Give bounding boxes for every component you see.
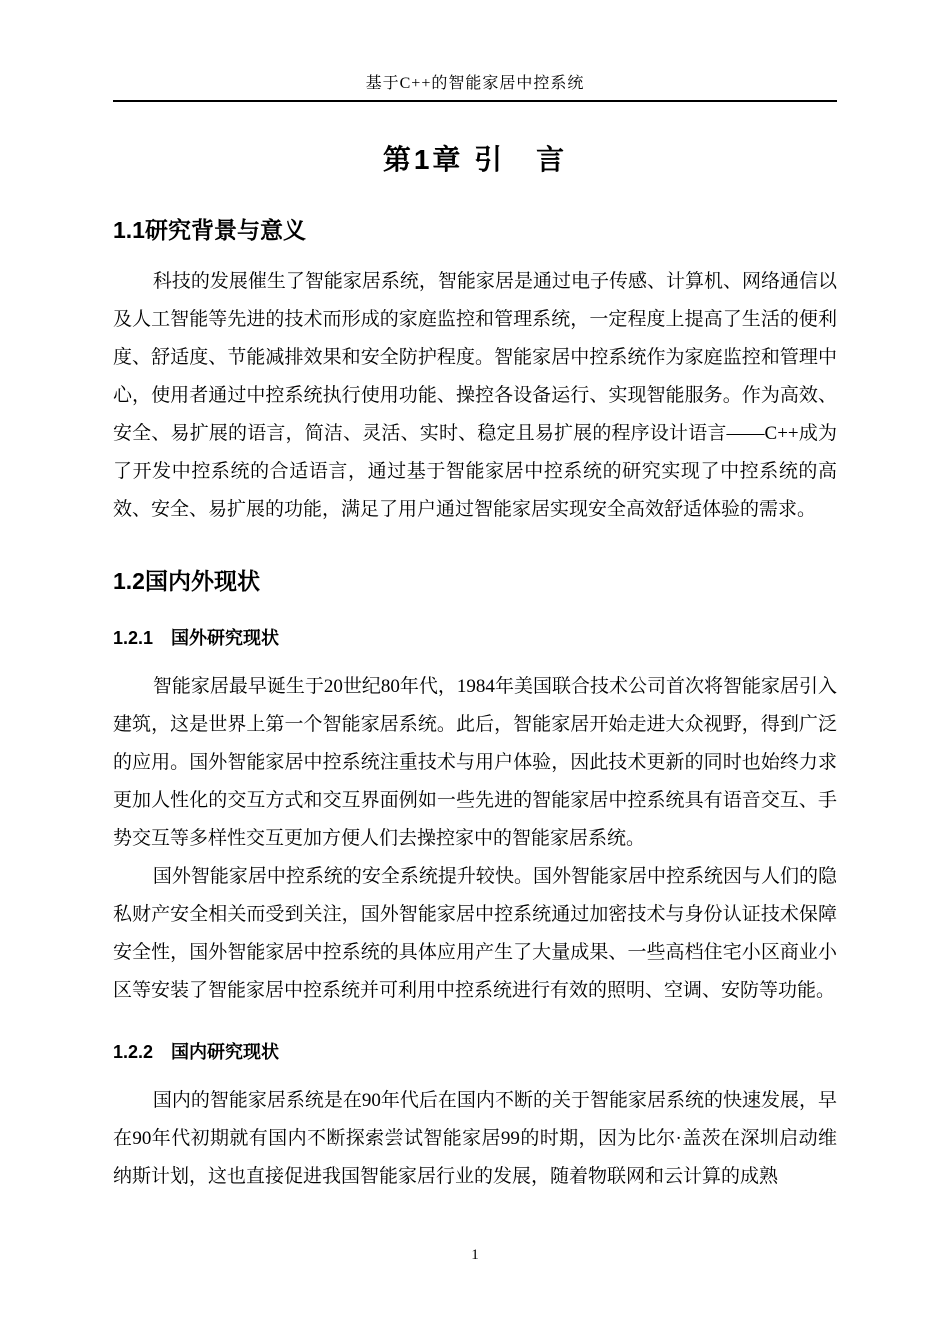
paragraph: 智能家居最早诞生于20世纪80年代，1984年美国联合技术公司首次将智能家居引入建筑，这是世界上第一个智能家居系统。此后，智能家居开始走进大众视野，得到广泛的应用。国外智能家居中控系统注重技术与用户体验，因此技术更新的同时也始终力求更加人性化的交互方式和交互界面例如一些先进的智能家居中控系统具有语音交互、手势交互等多样性交互更加方便人们去操控家中的智能家居系统。 [113, 676, 837, 849]
subsection-heading-1-2-2: 1.2.2 国内研究现状 [113, 1042, 280, 1062]
page-header [113, 0, 837, 102]
page-number: 1 [471, 1247, 479, 1263]
subsection-1-2-2-body [113, 1082, 837, 1196]
section-heading-1-2: 1.2国内外现状 [113, 568, 260, 594]
section-1-1-body [113, 263, 837, 529]
section-heading-1-1: 1.1研究背景与意义 [113, 217, 306, 243]
paragraph: 国内的智能家居系统是在90年代后在国内不断的关于智能家居系统的快速发展，早在90年代初期就有国内不断探索尝试智能家居99的时期，因为比尔·盖茨在深圳启动维纳斯计划，这也直接促进我国智能家居行业的发展，随着物联网和云计算的成熟 [113, 1090, 837, 1187]
paragraph: 科技的发展催生了智能家居系统，智能家居是通过电子传感、计算机、网络通信以及人工智能等先进的技术而形成的家庭监控和管理系统，一定程度上提高了生活的便利度、舒适度、节能减排效果和安全防护程度。智能家居中控系统作为家庭监控和管理中心，使用者通过中控系统执行使用功能、操控各设备运行、实现智能服务。作为高效、安全、易扩展的语言，简洁、灵活、实时、稳定且易扩展的程序设计语言——C++成为了开发中控系统的合适语言，通过基于智能家居中控系统的研究实现了中控系统的高效、安全、易扩展的功能，满足了用户通过智能家居实现安全高效舒适体验的需求。 [113, 271, 837, 520]
paragraph: 国外智能家居中控系统的安全系统提升较快。国外智能家居中控系统因与人们的隐私财产安全相关而受到关注，国外智能家居中控系统通过加密技术与身份认证技术保障安全性，国外智能家居中控系统的具体应用产生了大量成果、一些高档住宅小区商业小区等安装了智能家居中控系统并可利用中控系统进行有效的照明、空调、安防等功能。 [113, 866, 837, 1001]
running-header-title: 基于C++的智能家居中控系统 [365, 75, 585, 92]
chapter-title: 第1章 引 言 [382, 144, 568, 175]
subsection-1-2-1-body [113, 668, 837, 1010]
subsection-heading-1-2-1: 1.2.1 国外研究现状 [113, 628, 280, 648]
